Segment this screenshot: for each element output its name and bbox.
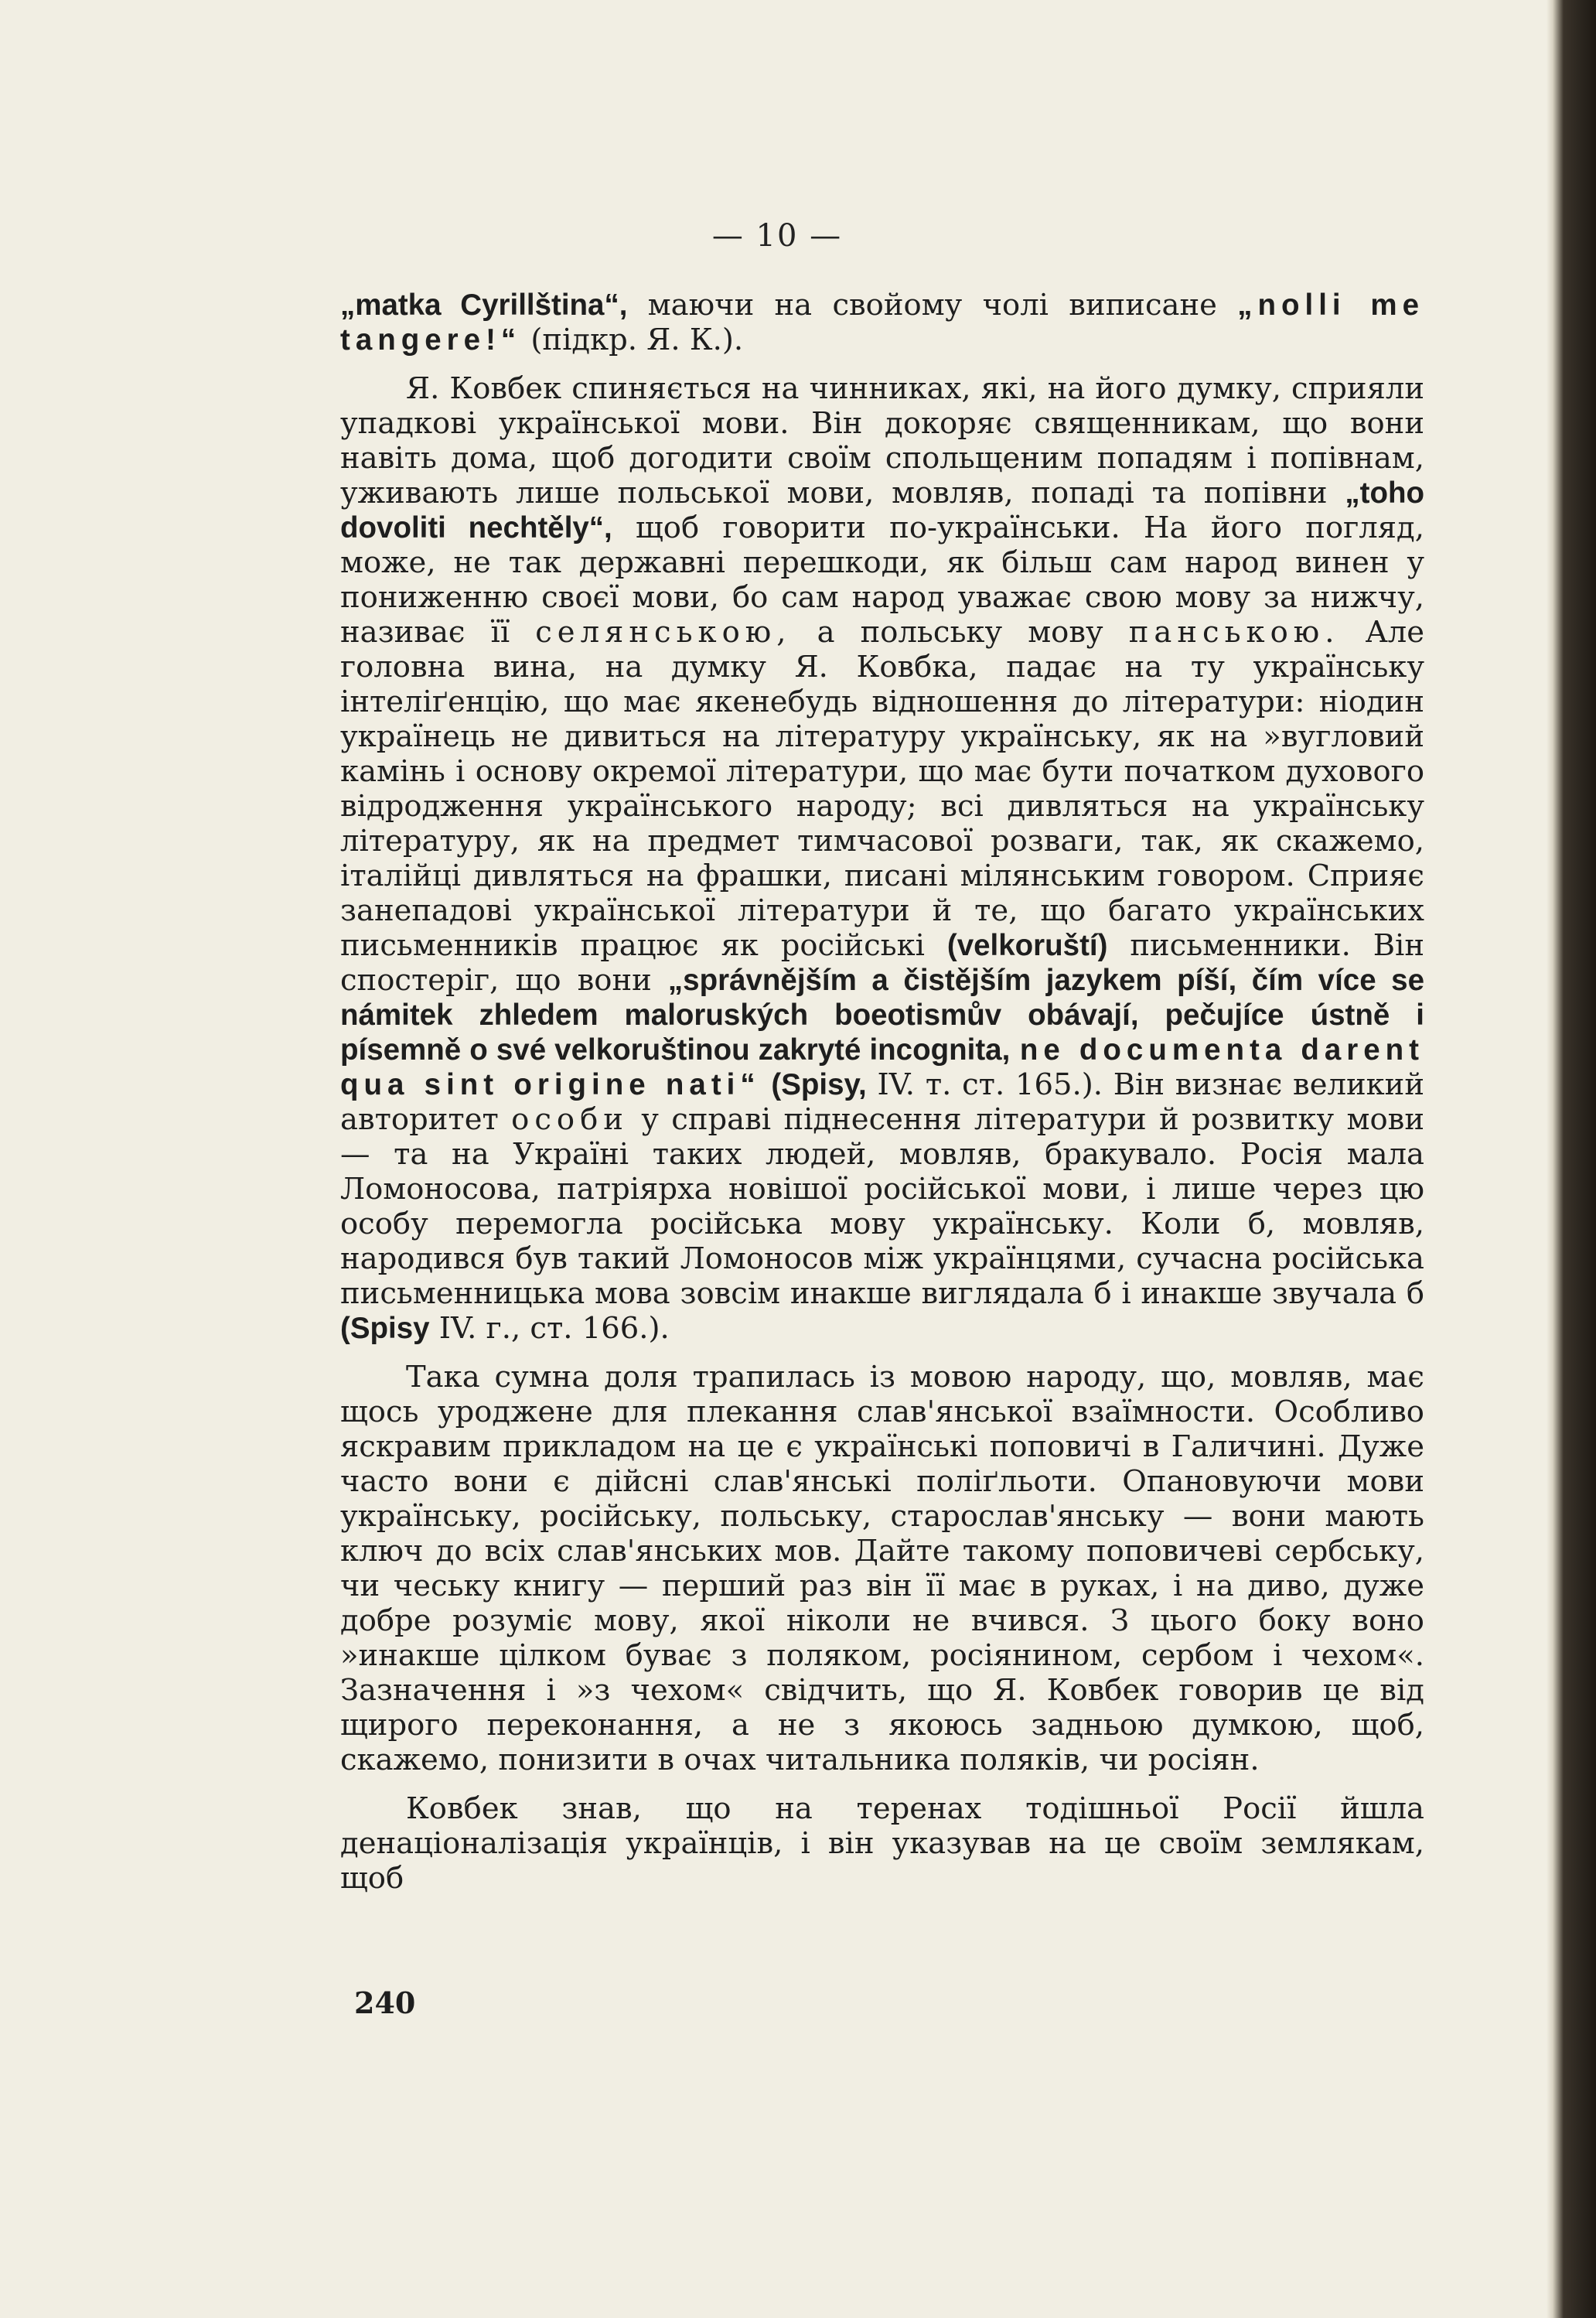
page-header-number: — 10 — bbox=[711, 218, 843, 254]
paragraph-4: Ковбек знав, що на теренах тодішньої Росії йшла денаціоналізація українців, і він указував на це своїм землякам, щоб bbox=[340, 1791, 1424, 1896]
czech-quote: „správnějším a čistějším jazykem píší, čím více se námitek zhledem maloruských boeotismův obávají, pečujíce ústně i písemně o své velkoruštinou zakryté incognita, bbox=[340, 964, 1424, 1067]
text-run: IV. г., ст. 166.). bbox=[429, 1311, 670, 1346]
text-run: (підкр. Я. К.). bbox=[521, 323, 744, 357]
text-run: Я. Ковбек спиняється на чинниках, які, на його думку, сприяли упадкові української мови. Він докоряє священникам, що вони навіть дома, щоб догодити своїм спольщеним попадям і попівнам, уживають лише польської мови, мовляв, попаді та попівни bbox=[340, 371, 1424, 510]
spaced-quote: „nolli me tangere!“ bbox=[340, 288, 1424, 357]
text-run: письменники. Він спостеріг, що вони bbox=[340, 928, 1424, 998]
czech-quote: „matka Cyrillština“, bbox=[340, 288, 628, 322]
spaced-emphasis: селянською, bbox=[535, 615, 792, 650]
text-run: а польську мову bbox=[791, 615, 1129, 650]
paragraph-1 bbox=[340, 288, 1424, 357]
body-text bbox=[340, 288, 1424, 1896]
text-run: IV. т. ст. 165.). Він визнає великий авторитет bbox=[340, 1067, 1424, 1137]
spaced-emphasis: особи bbox=[511, 1102, 629, 1137]
spaced-emphasis: панською. bbox=[1128, 615, 1340, 650]
citation: (Spisy bbox=[340, 1312, 430, 1345]
text-run bbox=[761, 1067, 772, 1102]
paragraph-3: Така сумна доля трапилась із мовою народу, що, мовляв, має щось уроджене для плекання слав'янської взаїмности. Особливо яскравим прикладом на це є українські поповичі в Галичині. Дуже часто вони є дійсні слав'янські поліґльоти. Опановуючи мови українську, російську, польську, старослав'янську — вони мають ключ до всіх слав'янських мов. Дайте такому поповичеві сербську, чи чеську книгу — перший раз він її має в руках, і на диво, дуже добре розуміє мову, якої ніколи не вчився. З цього боку воно »инакше цілком буває з поляком, росіянином, сербом і чехом«. Зазначення і »з чехом« свідчить, що Я. Ковбек говорив це від щирого переконання, а не з якоюсь задньою думкою, щоб, скажемо, понизити в очах читальника поляків, чи росіян. bbox=[340, 1360, 1424, 1777]
spaced-latin-quote: ne documenta darent qua sint origine nati“ bbox=[340, 1033, 1424, 1101]
text-run: щоб говорити по-українськи. На його погляд, може, не так державні перешкоди, як більш сам народ винен у пониженню своєї мови, бо сам народ уважає свою мову за нижчу, називає її bbox=[340, 510, 1424, 650]
paragraph-2 bbox=[340, 371, 1424, 1346]
page-footer-number: 240 bbox=[354, 1985, 416, 2020]
czech-term: (velkoruští) bbox=[946, 929, 1108, 962]
text-run: у справі піднесення літератури й розвитку мови — та на Україні таких людей, мовляв, бракувало. Росія мала Ломоносова, патріярха новішої російської мови, і лише через цю особу перемогла російська мову українську. Коли б, мовляв, народився був такий Ломоносов між українцями, сучасна російська письменницька мова зовсім инакше виглядала б і инакше звучала б bbox=[340, 1102, 1424, 1311]
page-edge-shadow bbox=[1547, 0, 1596, 2318]
text-run: маючи на свойому чолі виписане bbox=[627, 288, 1238, 323]
czech-quote: „toho dovoliti nechtěly“, bbox=[340, 476, 1424, 545]
text-run: Але головна вина, на думку Я. Ковбка, падає на ту українську інтеліґенцію, що має якенебудь відношення до літератури: ніодин українець не дивиться на літературу українську, як на »вугловий камінь і основу окремої літератури, що має бути початком духового відродження українського народу; всі дивляться на українську літературу, як на предмет тимчасової розваги, так, як скажемо, італійці дивляться на фрашки, писані мілянським говором. Сприяє занепадові української літератури й те, що багато українських письменників працює як російські bbox=[340, 615, 1425, 963]
citation: (Spisy, bbox=[771, 1068, 867, 1101]
